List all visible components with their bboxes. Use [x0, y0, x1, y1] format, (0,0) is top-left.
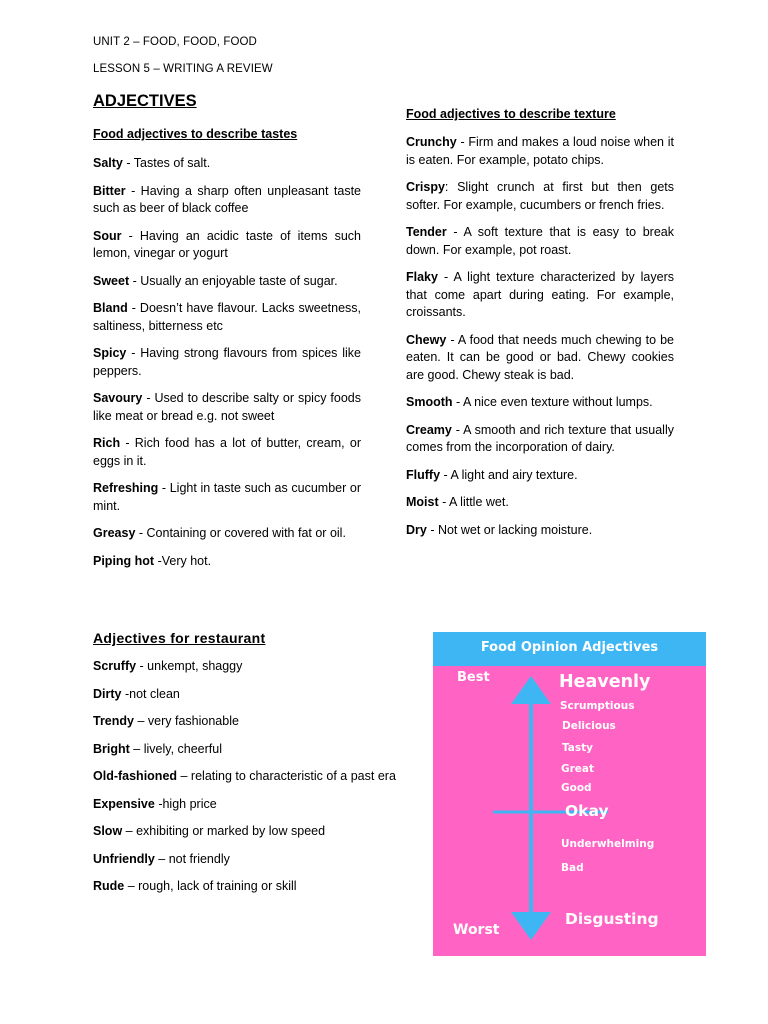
page-title: ADJECTIVES: [93, 92, 197, 110]
definition: -high price: [154, 796, 217, 811]
infographic-title: Food Opinion Adjectives: [433, 632, 706, 666]
definition: - A nice even texture without lumps.: [452, 395, 653, 409]
worst-label: Worst: [453, 922, 500, 938]
list-item: [93, 851, 413, 868]
term: Crunchy: [406, 135, 457, 149]
term: Rude: [93, 879, 125, 893]
definition: - Firm and makes a loud noise when it is eaten. For example, potato chips.: [406, 135, 674, 167]
definition: – rough, lack of training or skill: [124, 879, 297, 893]
scale-label: Great: [561, 763, 595, 775]
list-item: [93, 345, 361, 380]
definition: -Very hot.: [154, 553, 212, 568]
definition: - Containing or covered with fat or oil.: [135, 526, 346, 540]
term: Sour: [93, 228, 122, 243]
list-item: [93, 878, 413, 895]
list-item: [93, 768, 413, 785]
list-item: [93, 658, 413, 675]
term: Trendy: [93, 714, 134, 728]
list-item: [406, 394, 674, 412]
list-item: [93, 713, 413, 730]
definition: - A smooth and rich texture that usually comes from the incorporation of dairy.: [406, 422, 674, 454]
tastes-list: [93, 155, 361, 580]
term: Crispy: [406, 180, 445, 194]
definition: - A food that needs much chewing to be eaten. It can be good or bad. Chewy cookies are good. Chewy steak is bad.: [406, 332, 674, 382]
definition: – exhibiting or marked by low speed: [122, 824, 326, 838]
scale-label: Delicious: [562, 720, 616, 732]
list-item: [93, 796, 413, 813]
definition: - Usually an enjoyable taste of sugar.: [129, 273, 338, 288]
term: Chewy: [406, 332, 447, 347]
scale-label: Scrumptious: [560, 700, 635, 712]
definition: - Having a sharp often unpleasant taste such as beer of black coffee: [93, 183, 361, 215]
texture-list: [406, 134, 674, 549]
list-item: [406, 494, 674, 512]
list-item: [93, 686, 413, 703]
scale-label: Okay: [565, 802, 609, 820]
best-label: Best: [457, 670, 490, 685]
list-item: [406, 134, 674, 169]
list-item: [93, 823, 413, 840]
definition: - Not wet or lacking moisture.: [426, 522, 593, 537]
definition: - Light in taste such as cucumber or mint.: [93, 481, 361, 513]
term: Bland: [93, 301, 128, 315]
list-item: [406, 269, 674, 322]
scale-label: Disgusting: [565, 910, 659, 928]
term: Greasy: [93, 526, 136, 540]
term: Fluffy: [406, 467, 441, 482]
list-item: [406, 224, 674, 259]
list-item: [406, 332, 674, 385]
list-item: [93, 435, 361, 470]
term: Smooth: [406, 395, 453, 409]
term: Scruffy: [93, 659, 137, 673]
list-item: [93, 183, 361, 218]
scale-label: Good: [561, 782, 592, 794]
term: Salty: [93, 156, 123, 170]
term: Refreshing: [93, 481, 159, 495]
term: Old-fashioned: [93, 769, 178, 783]
term: Flaky: [406, 270, 438, 284]
list-item: [406, 522, 674, 540]
term: Savoury: [93, 391, 143, 405]
definition: : Slight crunch at first but then gets softer. For example, cucumbers or french fries.: [406, 180, 674, 212]
term: Moist: [406, 495, 439, 509]
list-item: [93, 273, 361, 291]
list-item: [93, 300, 361, 335]
definition: - unkempt, shaggy: [136, 659, 243, 673]
lesson-heading: LESSON 5 – WRITING A REVIEW: [93, 63, 273, 75]
list-item: [406, 422, 674, 457]
list-item: [406, 179, 674, 214]
term: Dirty: [93, 686, 122, 701]
list-item: [93, 741, 413, 758]
restaurant-heading: Adjectives for restaurant: [93, 630, 266, 646]
definition: - A light texture characterized by layers that come apart during eating. For example, croissants.: [406, 270, 674, 319]
definition: - Having an acidic taste of items such lemon, vinegar or yogurt: [93, 228, 361, 260]
definition: – not friendly: [154, 851, 230, 866]
list-item: [93, 480, 361, 515]
definition: - Rich food has a lot of butter, cream, or eggs in it.: [93, 436, 361, 468]
food-opinion-infographic: [433, 632, 706, 956]
list-item: [93, 525, 361, 543]
definition: – relating to characteristic of a past era: [177, 769, 396, 783]
scale-label: Tasty: [562, 742, 594, 754]
term: Rich: [93, 436, 121, 450]
term: Piping hot: [93, 553, 155, 568]
list-item: [93, 228, 361, 263]
definition: - Used to describe salty or spicy foods like meat or bread e.g. not sweet: [93, 391, 361, 423]
term: Expensive: [93, 796, 155, 811]
scale-label: Underwhelming: [561, 838, 655, 850]
texture-heading: Food adjectives to describe texture: [406, 107, 616, 121]
definition: – lively, cheerful: [129, 741, 222, 756]
definition: -not clean: [121, 686, 180, 701]
term: Dry: [406, 522, 427, 537]
definition: - Having strong flavours from spices like peppers.: [93, 346, 361, 378]
unit-heading: UNIT 2 – FOOD, FOOD, FOOD: [93, 36, 257, 48]
definition: - A light and airy texture.: [440, 467, 578, 482]
list-item: [93, 553, 361, 571]
term: Unfriendly: [93, 851, 155, 866]
definition: - A little wet.: [438, 495, 509, 509]
definition: - Tastes of salt.: [122, 156, 211, 170]
term: Bitter: [93, 183, 126, 198]
definition: - Doesn’t have flavour. Lacks sweetness, saltiness, bitterness etc: [93, 301, 361, 333]
list-item: [406, 467, 674, 485]
term: Sweet: [93, 273, 130, 288]
definition: - A soft texture that is easy to break down. For example, pot roast.: [406, 225, 674, 257]
term: Tender: [406, 225, 447, 239]
term: Slow: [93, 824, 123, 838]
term: Creamy: [406, 422, 452, 437]
restaurant-list: [93, 658, 413, 906]
scale-label: Bad: [561, 862, 584, 874]
scale-label: Heavenly: [559, 672, 651, 692]
list-item: [93, 390, 361, 425]
term: Spicy: [93, 346, 127, 360]
term: Bright: [93, 741, 130, 756]
list-item: [93, 155, 361, 173]
definition: – very fashionable: [134, 714, 239, 728]
tastes-heading: Food adjectives to describe tastes: [93, 127, 298, 141]
